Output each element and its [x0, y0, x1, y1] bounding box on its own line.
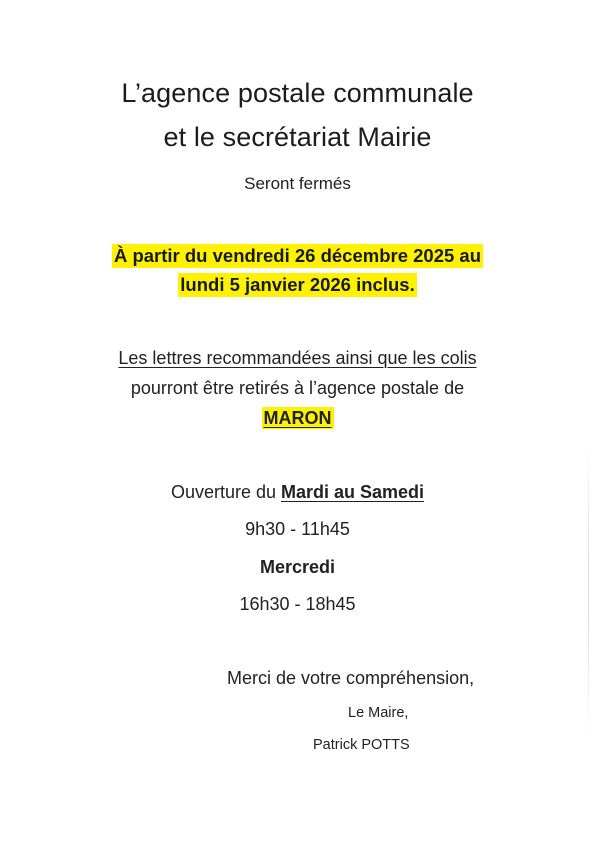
wednesday-label: Mercredi	[259, 557, 336, 577]
closure-dates-line-2: lundi 5 janvier 2026 inclus.	[180, 274, 415, 295]
title-line-1: L’agence postale communale	[121, 78, 474, 108]
opening-prefix: Ouverture du	[170, 482, 281, 502]
opening-time: 9h30 - 11h45	[245, 519, 350, 539]
signature-name: Patrick POTTS	[313, 737, 410, 753]
info-line-1-wrap	[0, 348, 595, 369]
opening-days-line	[0, 482, 595, 503]
closure-dates-line-1: À partir du vendredi 26 décembre 2025 au	[113, 245, 482, 266]
info-line-2: pourront être retirés à l’agence postale de	[130, 378, 465, 398]
scan-edge-shadow	[588, 440, 589, 740]
closing-thanks: Merci de votre compréhension,	[227, 668, 475, 688]
opening-days: Mardi au Samedi	[281, 482, 425, 502]
dates-line-1-wrap	[0, 245, 595, 267]
info-line-1: Les lettres recommandées ainsi que les colis	[118, 348, 477, 368]
subtitle-closed: Seront fermés	[244, 174, 351, 193]
signature-role: Le Maire,	[348, 705, 409, 721]
location-wrap	[0, 408, 595, 429]
location-name: MARON	[263, 408, 332, 428]
title-line-2: et le secrétariat Mairie	[163, 122, 432, 152]
dates-line-2-wrap	[0, 274, 595, 296]
wednesday-time: 16h30 - 18h45	[239, 594, 356, 614]
